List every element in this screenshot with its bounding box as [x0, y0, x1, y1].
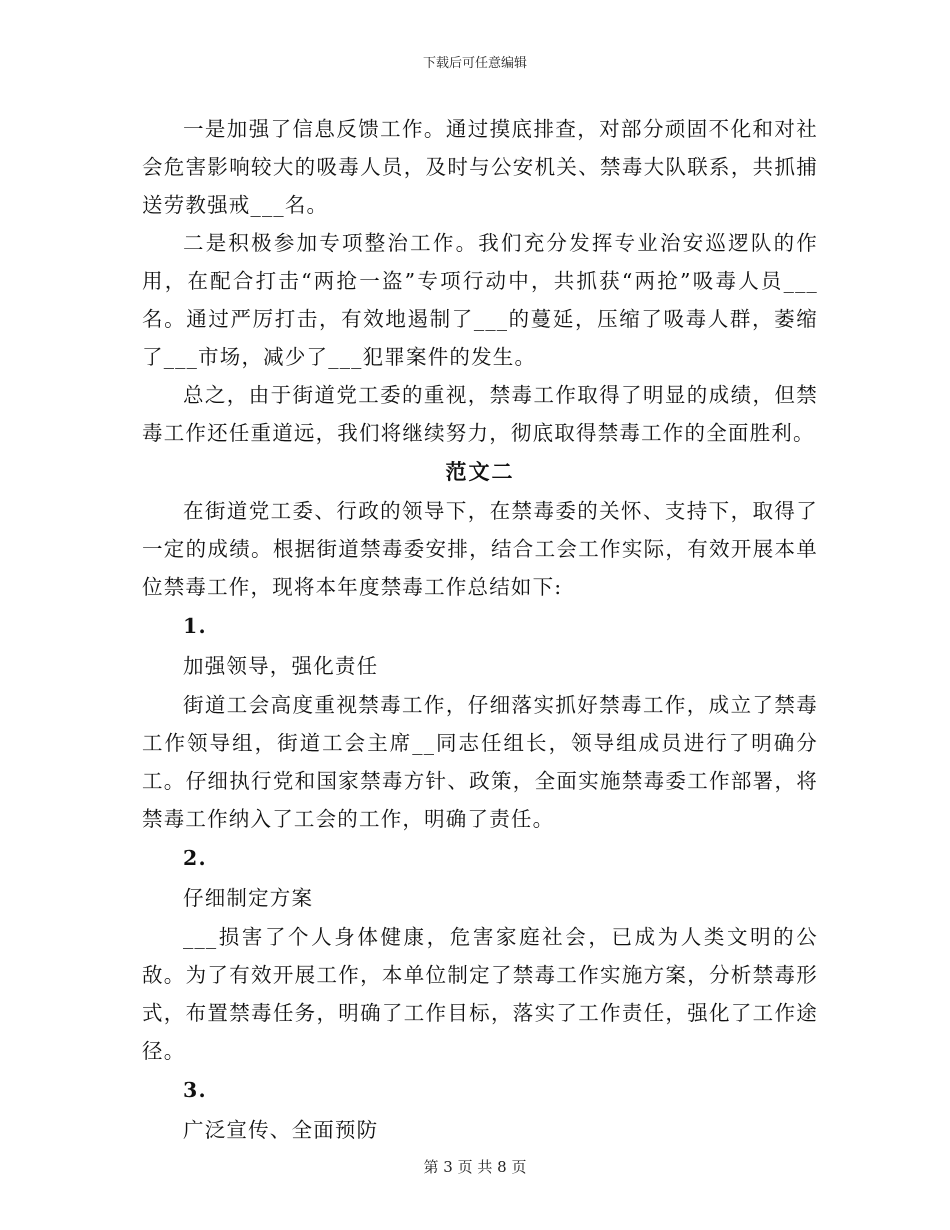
- item-heading-2: 仔细制定方案: [183, 886, 314, 910]
- paragraph-intro: 在街道党工委、行政的领导下，在禁毒委的关怀、支持下，取得了一定的成绩。根据街道禁毒委安排，结合工会工作实际，有效开展本单位禁毒工作，现将本年度禁毒工作总结如下:: [142, 499, 818, 599]
- item-text-2: ___损害了个人身体健康，危害家庭社会，已成为人类文明的公敌。为了有效开展工作，本单位制定了禁毒工作实施方案，分析禁毒形式，布置禁毒任务，明确了工作目标，落实了工作责任，强化了工作途径。: [142, 925, 818, 1063]
- page-header: 下载后可任意编辑: [422, 56, 527, 71]
- paragraph-special-action: 二是积极参加专项整治工作。我们充分发挥专业治安巡逻队的作用，在配合打击“两抢一盗”专项行动中，共抓获“两抢”吸毒人员___名。通过严厉打击，有效地遏制了___的蔓延，压缩了吸毒人群，萎缩了___市场，减少了___犯罪案件的发生。: [142, 231, 818, 369]
- item-text-1: 街道工会高度重视禁毒工作，仔细落实抓好禁毒工作，成立了禁毒工作领导组，街道工会主席__同志任组长，领导组成员进行了明确分工。仔细执行党和国家禁毒方针、政策，全面实施禁毒委工作部署，将禁毒工作纳入了工会的工作，明确了责任。: [142, 693, 818, 831]
- item-heading-1: 加强领导，强化责任: [183, 654, 379, 678]
- item-number-3: 3.: [183, 1078, 207, 1102]
- section-title: 范文二: [445, 459, 515, 484]
- paragraph-info-feedback: 一是加强了信息反馈工作。通过摸底排查，对部分顽固不化和对社会危害影响较大的吸毒人员，及时与公安机关、禁毒大队联系，共抓捕送劳教强戒___名。: [142, 117, 818, 217]
- item-number-1: 1.: [183, 614, 207, 638]
- item-number-2: 2.: [183, 846, 207, 870]
- page-footer: 第 3 页 共 8 页: [423, 1158, 527, 1176]
- item-heading-3: 广泛宣传、全面预防: [183, 1118, 379, 1142]
- paragraph-conclusion: 总之，由于街道党工委的重视，禁毒工作取得了明显的成绩，但禁毒工作还任重道远，我们将继续努力，彻底取得禁毒工作的全面胜利。: [142, 383, 818, 445]
- document-body: [142, 110, 818, 1150]
